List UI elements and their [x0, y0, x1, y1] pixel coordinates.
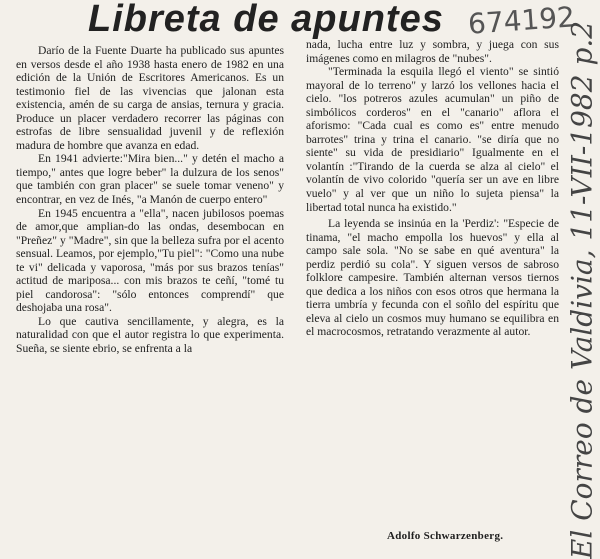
author-signature: Adolfo Schwarzenberg.	[387, 530, 504, 542]
text-column-right	[306, 38, 559, 339]
paragraph: Darío de la Fuente Duarte ha publicado sus apuntes en versos desde el año 1938 hasta enero de 1982 en una edición de la Unión de Escritores Americanos. Es un testimonio fiel de las vivencias que jalonan esta existencia, amén de su carga de ansias, ternura y gracia. Produce un placer verdadero recorrer las páginas con estrofas de libre sensualidad juvenil y de reflexión madura de hombre que avanza en edad.	[16, 44, 284, 152]
archive-stamp-number: 674192	[466, 0, 576, 41]
paragraph: En 1945 encuentra a "ella", nacen jubilosos poemas de amor,que amplian-do las ondas, desembocan en "Preñez" y "Madre", sin que la belleza sufra por el acento sensual. Leamos, por ejemplo,"Tu piel": "Como una nube te vi" delicada y vaporosa, "más por sus brazos tenías" actitud de mariposa... con mis brazos te ceñí, "tomé tu piel candorosa": "sólo entonces comprendí" que deshojaba una rosa".	[16, 206, 284, 315]
paragraph: "Terminada la esquila llegó el viento" se sintió mayoral de lo terreno" y larzó los vellones hacia el cielo. "los potreros azules acumulan" un piño de simbólicos corderos" en el "canario" aflora el aforismo: "Cada cual es como es" entre menudo barrotes" trina y trina el canario. "se diría que no siente" su vida de presidiario" Igualmente en el volantín :"Tirando de la cuerda se alza al cielo" el volantín de vivo colorido "quería ser un ave en libre vuelo" y al ver que un niño lo sujeta piensa" la libertad total nunca ha existido."	[306, 65, 559, 214]
paragraph: Lo que cautiva sencillamente, y alegra, es la naturalidad con que el autor registra lo que experimenta. Sueña, se siente ebrio, se enfrenta a la	[16, 314, 284, 356]
article-title: Libreta de apuntes	[88, 0, 444, 40]
text-column-left	[16, 44, 284, 356]
paragraph: En 1941 advierte:"Mira bien..." y detén el macho a tiempo," antes que logre beber" la dulzura de los senos" que también con gran placer" se suele tomar veneno" y encontrar, en vez de Inés, "a Manón de cuerpo entero"	[16, 152, 284, 207]
paragraph: nada, lucha entre luz y sombra, y juega con sus imágenes como en milagros de "nubes".	[306, 38, 559, 65]
paragraph: La leyenda se insinúa en la 'Perdiz': "Especie de tinama, "el macho empolla los huevos" y ella al campo sale sola. "No se sabe en qué aventura" la perdiz perdió su cola". Y siguen versos de sabroso folklore campesire. También alternan versos tiernos que dedica a los niños con esos otros que hermana la tierra umbría y fecunda con el soñlo del espíritu que eleva al cielo un cosmos muy humano se equilibra en el macrocosmos, retratando verazmente al autor.	[306, 217, 559, 339]
handwritten-source-note: El Correo de Valdivia, 11-VII-1982 p.2	[565, 20, 599, 559]
